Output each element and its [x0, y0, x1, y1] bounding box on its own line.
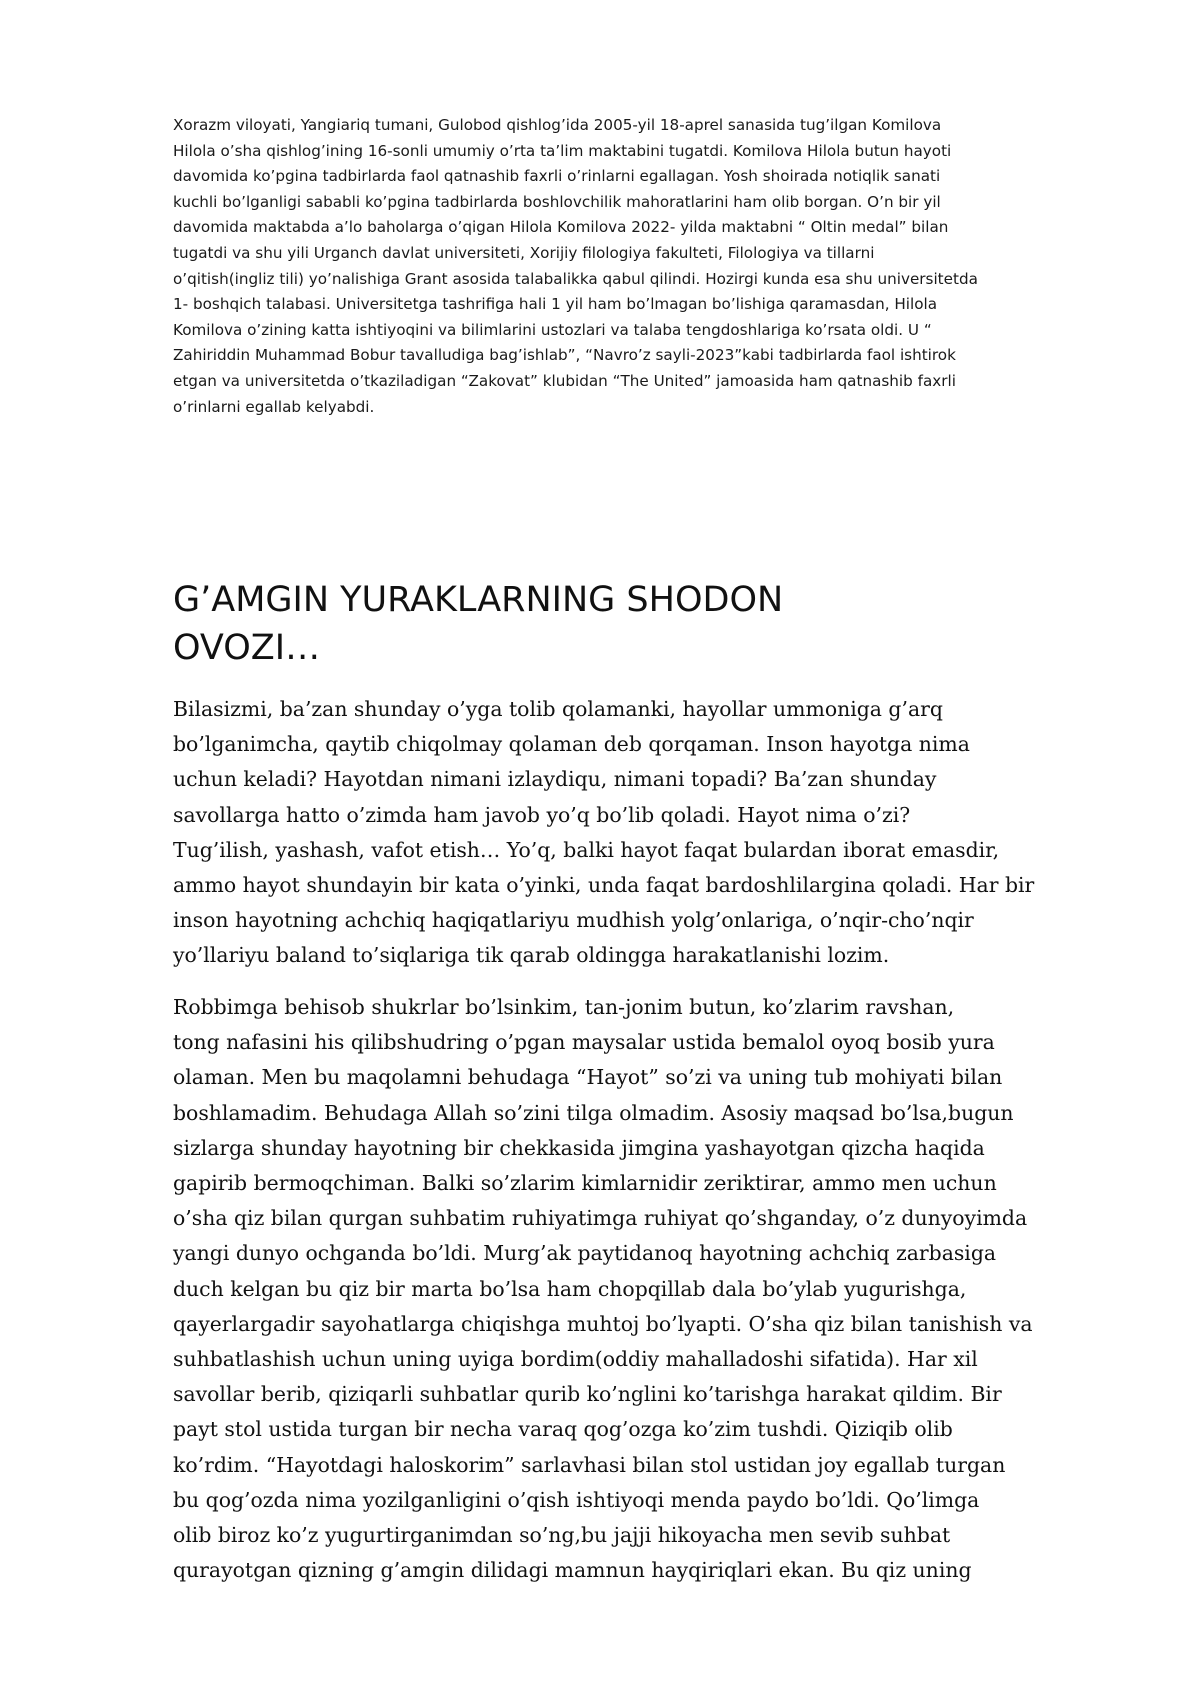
article-paragraph-1: Bilasizmi, ba’zan shunday o’yga tolib qolamanki, hayollar ummoniga g’arq bo’lganimcha, qaytib chiqolmay qolaman deb qorqaman. Inson hayotga nima uchun keladi? Hayotdan nimani izlaydiqu, nimani topadi? Ba’zan shunday savollarga hatto o’zimda ham javob yo’q bo’lib qoladi. Hayot nima o’zi? Tug’ilish, yashash, vafot etish… Yo’q, balki hayot faqat bulardan iborat emasdir, ammo hayot shundayin bir kata o’yinki, unda faqat bardoshlilargina qoladi. Har bir inson hayotning achchiq haqiqatlariyu mudhish yolg’onlariga, o’nqir-cho’nqir yo’llariyu baland to’siqlariga tik qarab oldingga harakatlanishi lozim. — [173, 697, 1035, 968]
intro-biography-text: Xorazm viloyati, Yangiariq tumani, Gulobod qishlog’ida 2005-yil 18-aprel sanasida tug’ilgan Komilova Hilola o’sha qishlog’ining 16-sonli umumiy o’rta ta’lim maktabini tugatdi. Komilova Hilola butun hayoti davomida ko’pgina tadbirlarda faol qatnashib faxrli o’rinlarni egallagan. Yosh shoirada notiqlik sanati kuchli bo’lganligi sababli ko’pgina tadbirlarda boshlovchilik mahoratlarini ham olib borgan. O’n bir yil davomida maktabda a’lo baholarga o’qigan Hilola Komilova 2022- yilda maktabni “ Oltin medal” bilan tugatdi va shu yili Urganch davlat universiteti, Xorijiy filologiya fakulteti, Filologiya va tillarni o’qitish(ingliz tili) yo’nalishiga Grant asosida talabalikka qabul qilindi. Hozirgi kunda esa shu universitetda 1- boshqich talabasi. Universitetga tashrifiga hali 1 yil ham bo’lmagan bo’lishiga qaramasdan, Hilola Komilova o’zining katta ishtiyoqini va bilimlarini ustozlari va talaba tengdoshlariga ko’rsata oldi. U “ Zahiriddin Muhammad Bobur tavalludiga bag’ishlab”, “Navro’z sayli-2023”kabi tadbirlarda faol ishtirok etgan va universitetda o’tkaziladigan “Zakovat” klubidan “The United” jamoasida ham qatnashib faxrli o’rinlarni egallab kelyabdi. — [173, 116, 978, 416]
article-title: G’AMGIN YURAKLARNING SHODON OVOZI… — [173, 580, 784, 668]
article-paragraph-2: Robbimga behisob shukrlar bo’lsinkim, tan-jonim butun, ko’zlarim ravshan, tong nafasini his qilibshudring o’pgan maysalar ustida bemalol oyoq bosib yura olaman. Men bu maqolamni behudaga “Hayot” so’zi va uning tub mohiyati bilan boshlamadim. Behudaga Allah so’zini tilga olmadim. Asosiy maqsad bo’lsa,bugun sizlarga shunday hayotning bir chekkasida jimgina yashayotgan qizcha haqida gapirib bermoqchiman. Balki so’zlarim kimlarnidir zeriktirar, ammo men uchun o’sha qiz bilan qurgan suhbatim ruhiyatimga ruhiyat qo’shganday, o’z dunyoyimda yangi dunyo ochganda bo’ldi. Murg’ak paytidanoq hayotning achchiq zarbasiga duch kelgan bu qiz bir marta bo’lsa ham chopqillab dala bo’ylab yugurishga, qayerlargadir sayohatlarga chiqishga muhtoj bo’lyapti. O’sha qiz bilan tanishish va suhbatlashish uchun uning uyiga bordim(oddiy mahalladoshi sifatida). Har xil savollar berib, qiziqarli suhbatlar qurib ko’nglini ko’tarishga harakat qildim. Bir payt stol ustida turgan bir necha varaq qog’ozga ko’zim tushdi. Qiziqib olib ko’rdim. “Hayotdagi haloskorim” sarlavhasi bilan stol ustidan joy egallab turgan bu qog’ozda nima yozilganligini o’qish ishtiyoqi menda paydo bo’ldi. Qo’limga olib biroz ko’z yugurtirganimdan so’ng,bu jajji hikoyacha men sevib suhbat qurayotgan qizning g’amgin dilidagi mamnun hayqiriqlari ekan. Bu qiz uning — [173, 995, 1033, 1583]
